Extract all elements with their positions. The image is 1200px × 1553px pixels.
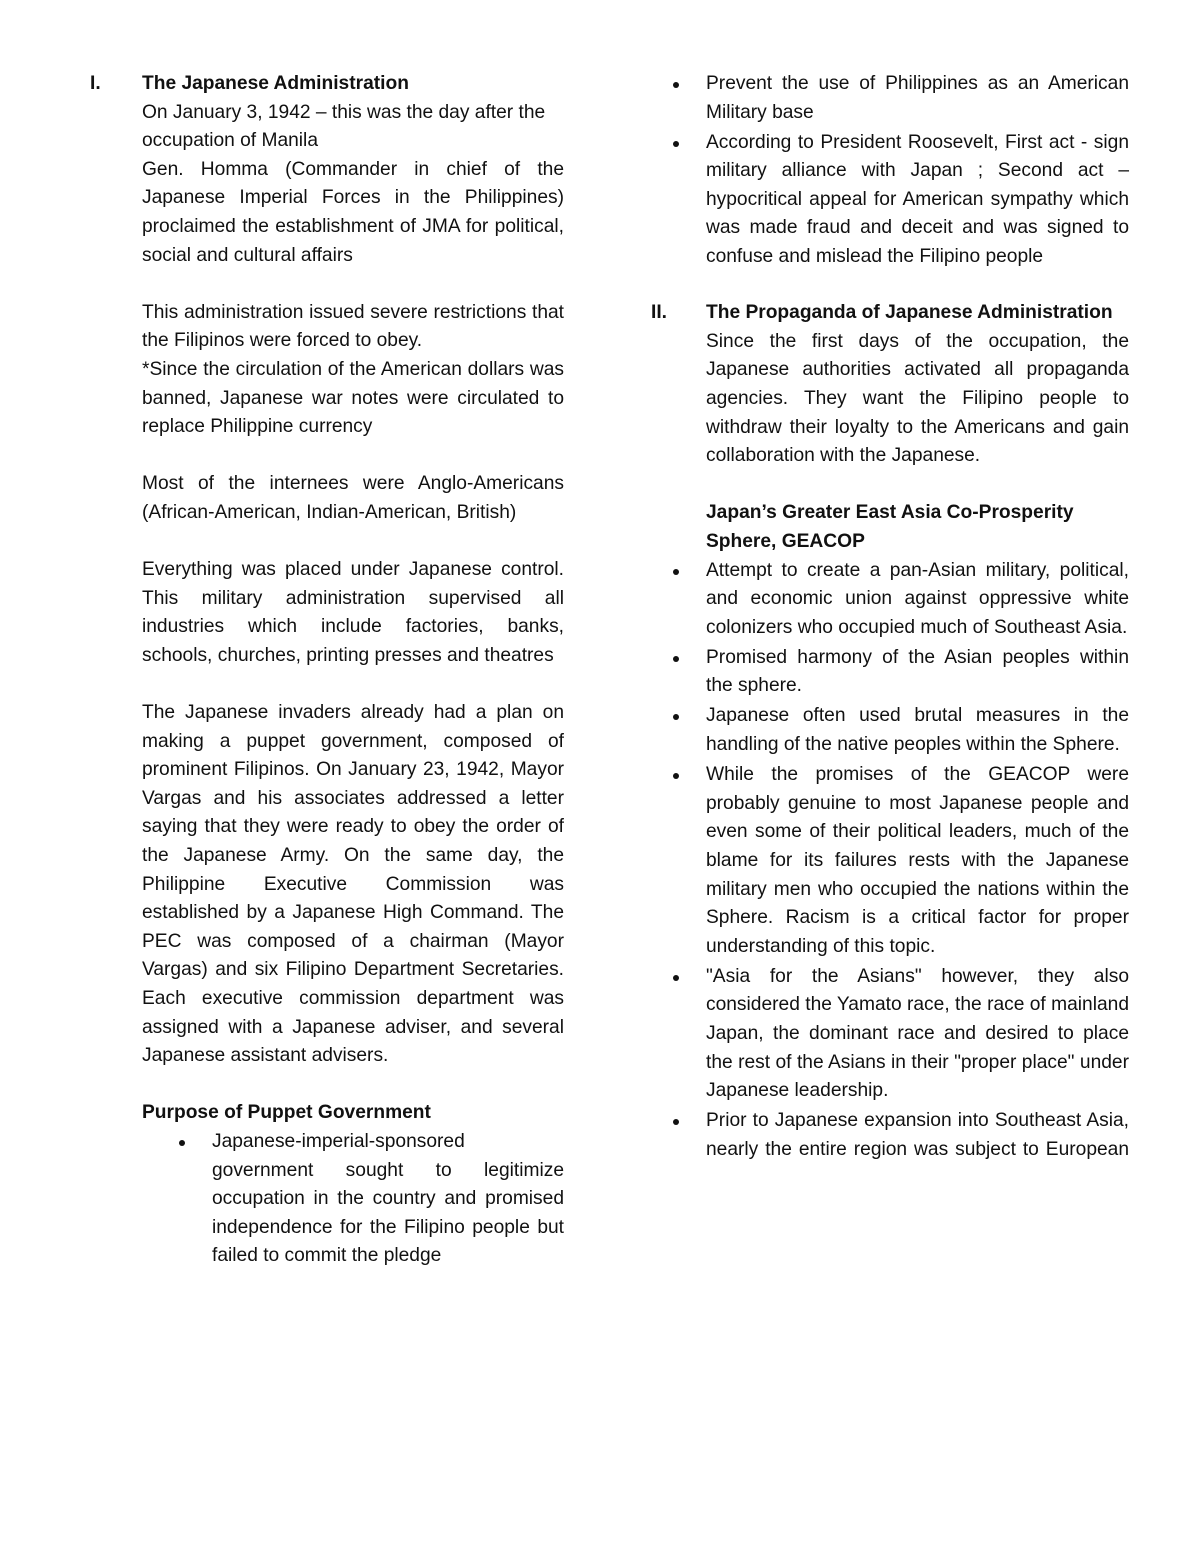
list-item	[212, 1128, 564, 1271]
bullet-icon	[673, 141, 679, 147]
list-item-text: Prevent the use of Philippines as an American Military base	[706, 73, 1129, 123]
section-1-heading: The Japanese Administration	[142, 73, 409, 94]
puppet-government-list	[142, 1128, 564, 1271]
list-item	[706, 963, 1129, 1106]
list-item	[706, 702, 1129, 759]
section-1-paragraph: On January 3, 1942 – this was the day after the occupation of Manila	[142, 101, 546, 152]
section-1-paragraph: The Japanese invaders already had a plan on making a puppet government, composed of prominent Filipinos. On January 23, 1942, Mayor Vargas and his associates addressed a letter saying that they were ready to obey the order of the Japanese Army. On the same day, the Philippine Executive Commission was established by a Japanese High Command. The PEC was composed of a chairman (Mayor Vargas) and six Filipino Department Secretaries. Each executive commission department was assigned with a Japanese adviser, and several Japanese assistant advisers.	[142, 702, 564, 1067]
section-1-paragraph: This administration issued severe restrictions that the Filipinos were forced to obey.	[142, 301, 564, 352]
bullet-icon	[673, 569, 679, 575]
section-2-header	[651, 299, 1129, 328]
section-2-numeral: II.	[651, 302, 667, 324]
list-item-text: According to President Roosevelt, First act - sign military alliance with Japan ; Second act – hypocritical appeal for American sympathy which was made fraud and deceit and was signed to confuse and mislead the Filipino people	[706, 131, 1129, 268]
geacop-list	[636, 557, 1129, 1165]
right-column	[651, 70, 1129, 1166]
list-item-text: Japanese often used brutal measures in the handling of the native peoples within the Sphere.	[706, 705, 1129, 756]
list-item	[706, 644, 1129, 701]
list-item-text: Prior to Japanese expansion into Southeast Asia, nearly the entire region was subject to European	[706, 1110, 1129, 1160]
list-item-text: Promised harmony of the Asian peoples within the sphere.	[706, 646, 1129, 697]
puppet-government-heading: Purpose of Puppet Government	[142, 1102, 431, 1124]
bullet-icon	[673, 82, 679, 88]
list-item	[706, 70, 1129, 127]
bullet-icon	[673, 714, 679, 720]
section-1-paragraph: Most of the internees were Anglo-Americans (African-American, Indian-American, British)	[142, 473, 564, 523]
section-1-paragraph: *Since the circulation of the American dollars was banned, Japanese war notes were circulated to replace Philippine currency	[142, 358, 564, 438]
section-1-numeral: I.	[90, 73, 101, 94]
section-1-header	[90, 70, 564, 99]
list-item	[706, 129, 1129, 272]
bullet-icon	[673, 975, 679, 981]
list-item-text: Japanese-imperial-sponsored government sought to legitimize occupation in the country and promised independence for the Filipino people but failed to commit the pledge	[212, 1130, 564, 1267]
bullet-icon	[673, 1119, 679, 1125]
list-item	[706, 761, 1129, 961]
list-item-text: Attempt to create a pan-Asian military, political, and economic union against oppressive white colonizers who occupied much of Southeast Asia.	[706, 559, 1129, 638]
list-item-text: While the promises of the GEACOP were probably genuine to most Japanese people and even some of their political leaders, much of the blame for its failures rests with the Japanese military men who occupied the nations within the Sphere. Racism is a critical factor for proper understanding of this topic.	[706, 764, 1129, 957]
geacop-heading: Japan’s Greater East Asia Co-Prosperity Sphere, GEACOP	[706, 502, 1074, 552]
list-item	[706, 1107, 1129, 1164]
list-item	[706, 557, 1129, 643]
top-bullet-list	[636, 70, 1129, 272]
left-column	[90, 70, 564, 1272]
section-2-paragraph: Since the first days of the occupation, the Japanese authorities activated all propaganda agencies. They want the Filipino people to withdraw their loyalty to the Americans and gain collaboration with the Japanese.	[706, 330, 1129, 467]
list-item-text: "Asia for the Asians" however, they also considered the Yamato race, the race of mainland Japan, the dominant race and desired to place the rest of the Asians in their "proper place" under Japanese leadership.	[706, 965, 1129, 1102]
bullet-icon	[179, 1140, 185, 1146]
section-1-paragraph: Gen. Homma (Commander in chief of the Japanese Imperial Forces in the Philippines) proclaimed the establishment of JMA for political, social and cultural affairs	[142, 158, 564, 266]
bullet-icon	[673, 656, 679, 662]
bullet-icon	[673, 773, 679, 779]
section-1-paragraph: Everything was placed under Japanese control. This military administration supervised all industries which include factories, banks, schools, churches, printing presses and theatres	[142, 559, 564, 666]
section-2-heading: The Propaganda of Japanese Administration	[706, 302, 1113, 324]
